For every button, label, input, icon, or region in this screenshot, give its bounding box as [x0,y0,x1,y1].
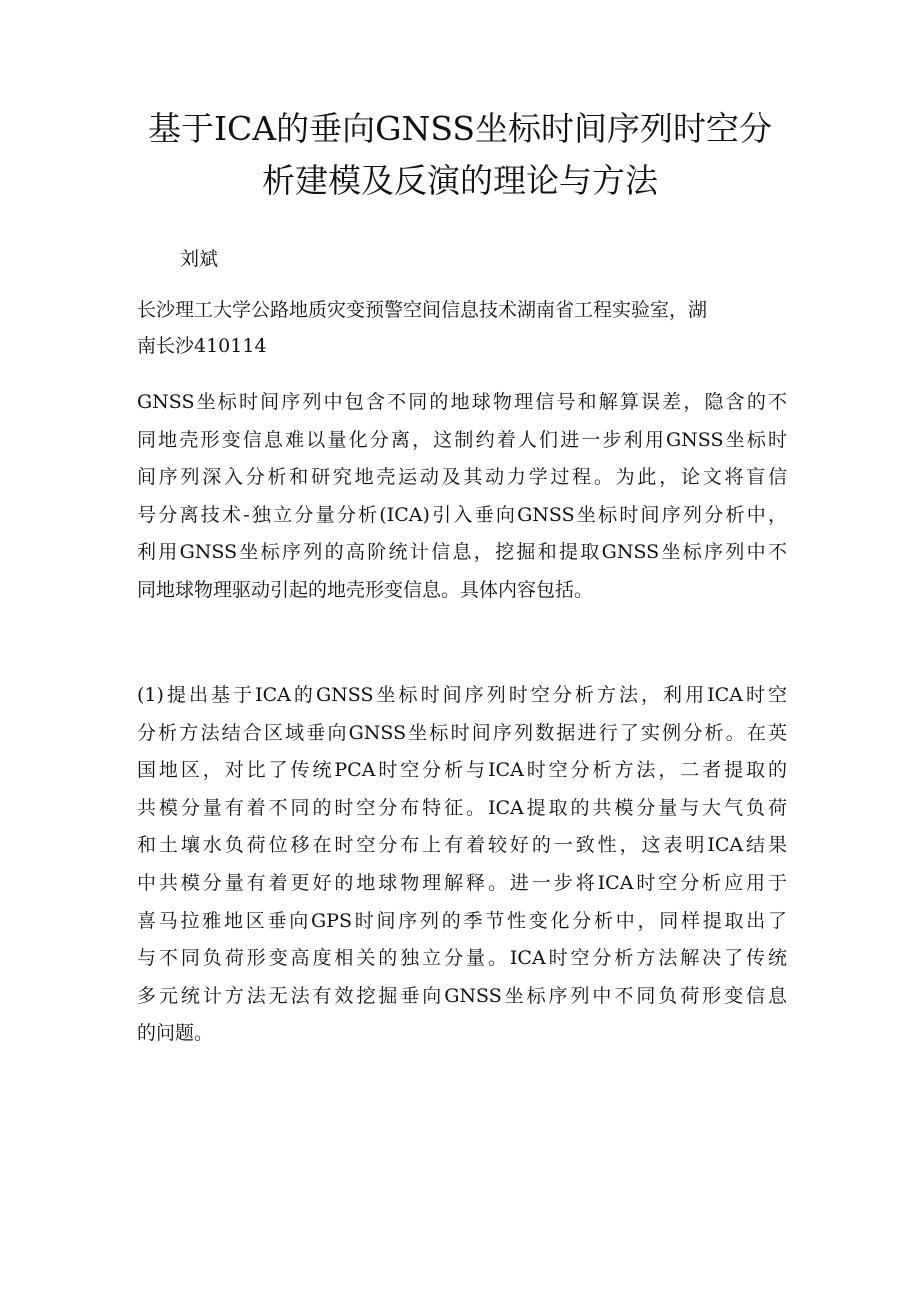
abstract-line: GNSS坐标时间序列中包含不同的地球物理信号和解算误差，隐含的不 [137,391,787,413]
content-point-1-paragraph [137,677,787,1053]
point1-line: 喜马拉雅地区垂向GPS时间序列的季节性变化分析中，同样提取出了 [137,909,787,932]
point1-line: 多元统计方法无法有效挖掘垂向GNSS坐标序列中不同负荷形变信息 [137,984,787,1007]
point1-line: 分析方法结合区域垂向GNSS坐标时间序列数据进行了实例分析。在英 [137,721,787,744]
abstract-line: 间序列深入分析和研究地壳运动及其动力学过程。为此，论文将盲信 [137,466,787,489]
title-line: 析建模及反演的理论与方法 [262,161,658,200]
point1-line: 与不同负荷形变高度相关的独立分量。ICA时空分析方法解决了传统 [137,947,787,970]
abstract-paragraph [137,384,787,610]
point1-line: 共模分量有着不同的时空分布特征。ICA提取的共模分量与大气负荷 [137,796,787,819]
point1-line: (1)提出基于ICA的GNSS坐标时间序列时空分析方法，利用ICA时空 [137,684,787,706]
abstract-line: 利用GNSS坐标序列的高阶统计信息，挖掘和提取GNSS坐标序列中不 [137,541,787,564]
abstract-line: 同地壳形变信息难以量化分离，这制约着人们进一步利用GNSS坐标时 [137,428,787,451]
author-affiliation [137,292,787,364]
point1-line: 中共模分量有着更好的地球物理解释。进一步将ICA时空分析应用于 [137,871,787,894]
author-name: 刘斌 [180,248,219,270]
abstract-line: 同地球物理驱动引起的地壳形变信息。具体内容包括。 [137,578,594,601]
point1-line: 的问题。 [137,1022,214,1045]
title-line: 基于ICA的垂向GNSS坐标时间序列时空分 [148,109,772,148]
abstract-line: 号分离技术-独立分量分析(ICA)引入垂向GNSS坐标时间序列分析中， [137,503,787,526]
point1-line: 和土壤水负荷位移在时空分布上有着较好的一致性，这表明ICA结果 [137,834,787,857]
affiliation-line: 长沙理工大学公路地质灾变预警空间信息技术湖南省工程实验室，湖 [137,299,708,321]
affiliation-line: 南长沙410114 [137,335,267,357]
point1-line: 国地区，对比了传统PCA时空分析与ICA时空分析方法，二者提取的 [137,759,787,782]
paper-title [120,103,800,207]
